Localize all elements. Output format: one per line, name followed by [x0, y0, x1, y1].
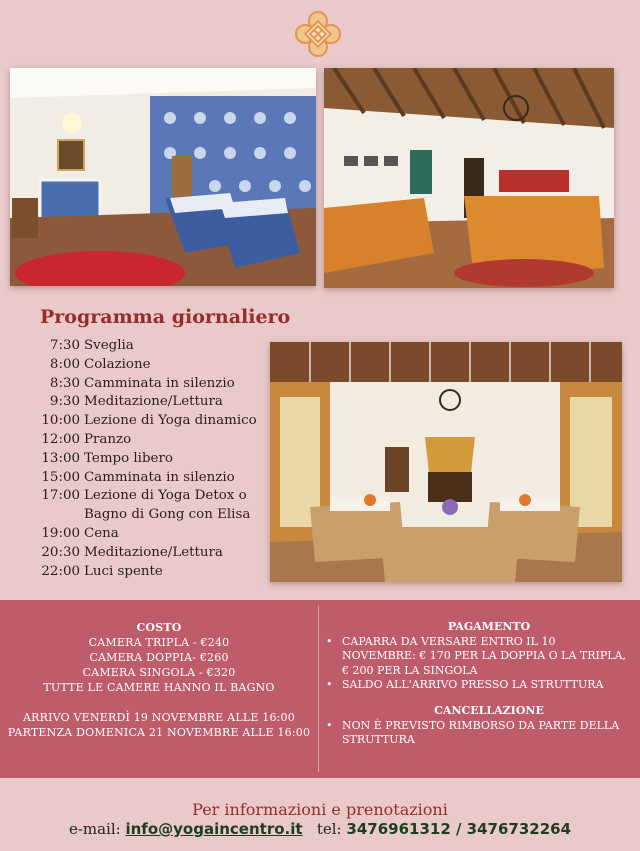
info-line: Per informazioni e prenotazioni: [192, 800, 448, 819]
contact-line: [0, 820, 640, 838]
dates-section: [0, 710, 318, 740]
schedule-time: 8:00: [49, 356, 80, 372]
schedule-activity: Meditazione/Lettura: [84, 394, 223, 410]
schedule-time: 7:30: [49, 338, 80, 353]
schedule-row: [28, 563, 257, 582]
schedule-time: 15:00: [41, 469, 80, 485]
schedule-row: [28, 450, 257, 469]
schedule-time: 22:00: [41, 563, 80, 579]
schedule-activity: Bagno di Gong con Elisa: [84, 507, 251, 523]
band-divider: [318, 606, 319, 772]
email-label: e-mail:: [68, 820, 121, 838]
schedule-row: [28, 412, 257, 431]
costo-line: TUTTE LE CAMERE HANNO IL BAGNO: [43, 681, 275, 694]
schedule-row: [28, 525, 257, 544]
costo-line: CAMERA SINGOLA - €320: [82, 666, 236, 679]
costo-line: CAMERA DOPPIA- €260: [89, 651, 229, 664]
costo-heading: COSTO: [136, 621, 182, 634]
pagamento-section: [326, 620, 630, 693]
schedule-activity: Luci spente: [84, 563, 163, 579]
tel-label: tel:: [316, 820, 342, 838]
bedroom-photo-1: [10, 68, 316, 286]
pagamento-item-text: CAPARRA DA VERSARE ENTRO IL 10 NOVEMBRE: € 170 PER LA DOPPIA O LA TRIPLA, € 200 PER LA SINGOLA: [342, 634, 627, 677]
costo-line: CAMERA TRIPLA - €240: [88, 636, 230, 649]
schedule-activity: Colazione: [84, 356, 151, 372]
pagamento-item: • SALDO ALL'ARRIVO PRESSO LA STRUTTURA: [326, 678, 604, 691]
schedule-time: 8:30: [49, 375, 80, 391]
schedule-activity: Lezione di Yoga Detox o: [84, 488, 247, 504]
cancellazione-item: • NON È PREVISTO RIMBORSO DA PARTE DELLA STRUTTURA: [326, 719, 630, 748]
schedule-time: 13:00: [41, 450, 80, 466]
schedule-activity: Tempo libero: [84, 450, 173, 466]
schedule-time: 10:00: [41, 413, 80, 429]
cancellazione-heading: CANCELLAZIONE: [434, 704, 544, 717]
schedule-time: 19:00: [41, 525, 80, 541]
schedule-activity: Meditazione/Lettura: [84, 544, 223, 560]
schedule-activity: Sveglia: [84, 338, 134, 353]
schedule-row: [28, 469, 257, 488]
schedule-row: [28, 356, 257, 375]
schedule-time: [28, 506, 84, 525]
schedule-activity: Lezione di Yoga dinamico: [84, 413, 257, 429]
schedule-time: 12:00: [41, 431, 80, 447]
schedule-activity: Camminata in silenzio: [84, 375, 235, 391]
pagamento-heading: PAGAMENTO: [447, 620, 531, 633]
schedule-row: [28, 506, 257, 525]
schedule-row: [28, 393, 257, 412]
costo-section: [0, 620, 318, 695]
schedule-row: [28, 544, 257, 563]
phone-numbers[interactable]: 3476961312 / 3476732264: [346, 820, 572, 838]
schedule-row: [28, 431, 257, 450]
email-link[interactable]: info@yogaincentro.it: [125, 820, 303, 838]
cancellazione-item-text: NON È PREVISTO RIMBORSO DA PARTE DELLA STRUTTURA: [342, 718, 620, 746]
pagamento-item-text: SALDO ALL'ARRIVO PRESSO LA STRUTTURA: [342, 678, 604, 691]
arrival-line: ARRIVO VENERDÌ 19 NOVEMBRE ALLE 16:00: [23, 711, 295, 724]
schedule-title: Programma giornaliero: [40, 306, 291, 328]
schedule-time: 9:30: [49, 394, 80, 410]
bedroom-photo-2: [324, 68, 614, 288]
logo-icon: [292, 8, 344, 60]
cancellazione-section: [326, 704, 630, 748]
schedule-list: [28, 337, 257, 581]
schedule-row: [28, 337, 257, 356]
schedule-activity: Pranzo: [84, 431, 132, 447]
schedule-activity: Cena: [84, 525, 119, 541]
schedule-row: [28, 375, 257, 394]
info-band: [0, 600, 640, 778]
living-room-photo: [270, 342, 622, 582]
departure-line: PARTENZA DOMENICA 21 NOVEMBRE ALLE 16:00: [7, 726, 311, 739]
schedule-row: [28, 487, 257, 506]
schedule-time: 17:00: [41, 488, 80, 504]
schedule-activity: Camminata in silenzio: [84, 469, 235, 485]
pagamento-item: • CAPARRA DA VERSARE ENTRO IL 10 NOVEMBRE: € 170 PER LA DOPPIA O LA TRIPLA, € 200 PER LA SINGOLA: [326, 635, 630, 679]
schedule-time: 20:30: [41, 544, 80, 560]
